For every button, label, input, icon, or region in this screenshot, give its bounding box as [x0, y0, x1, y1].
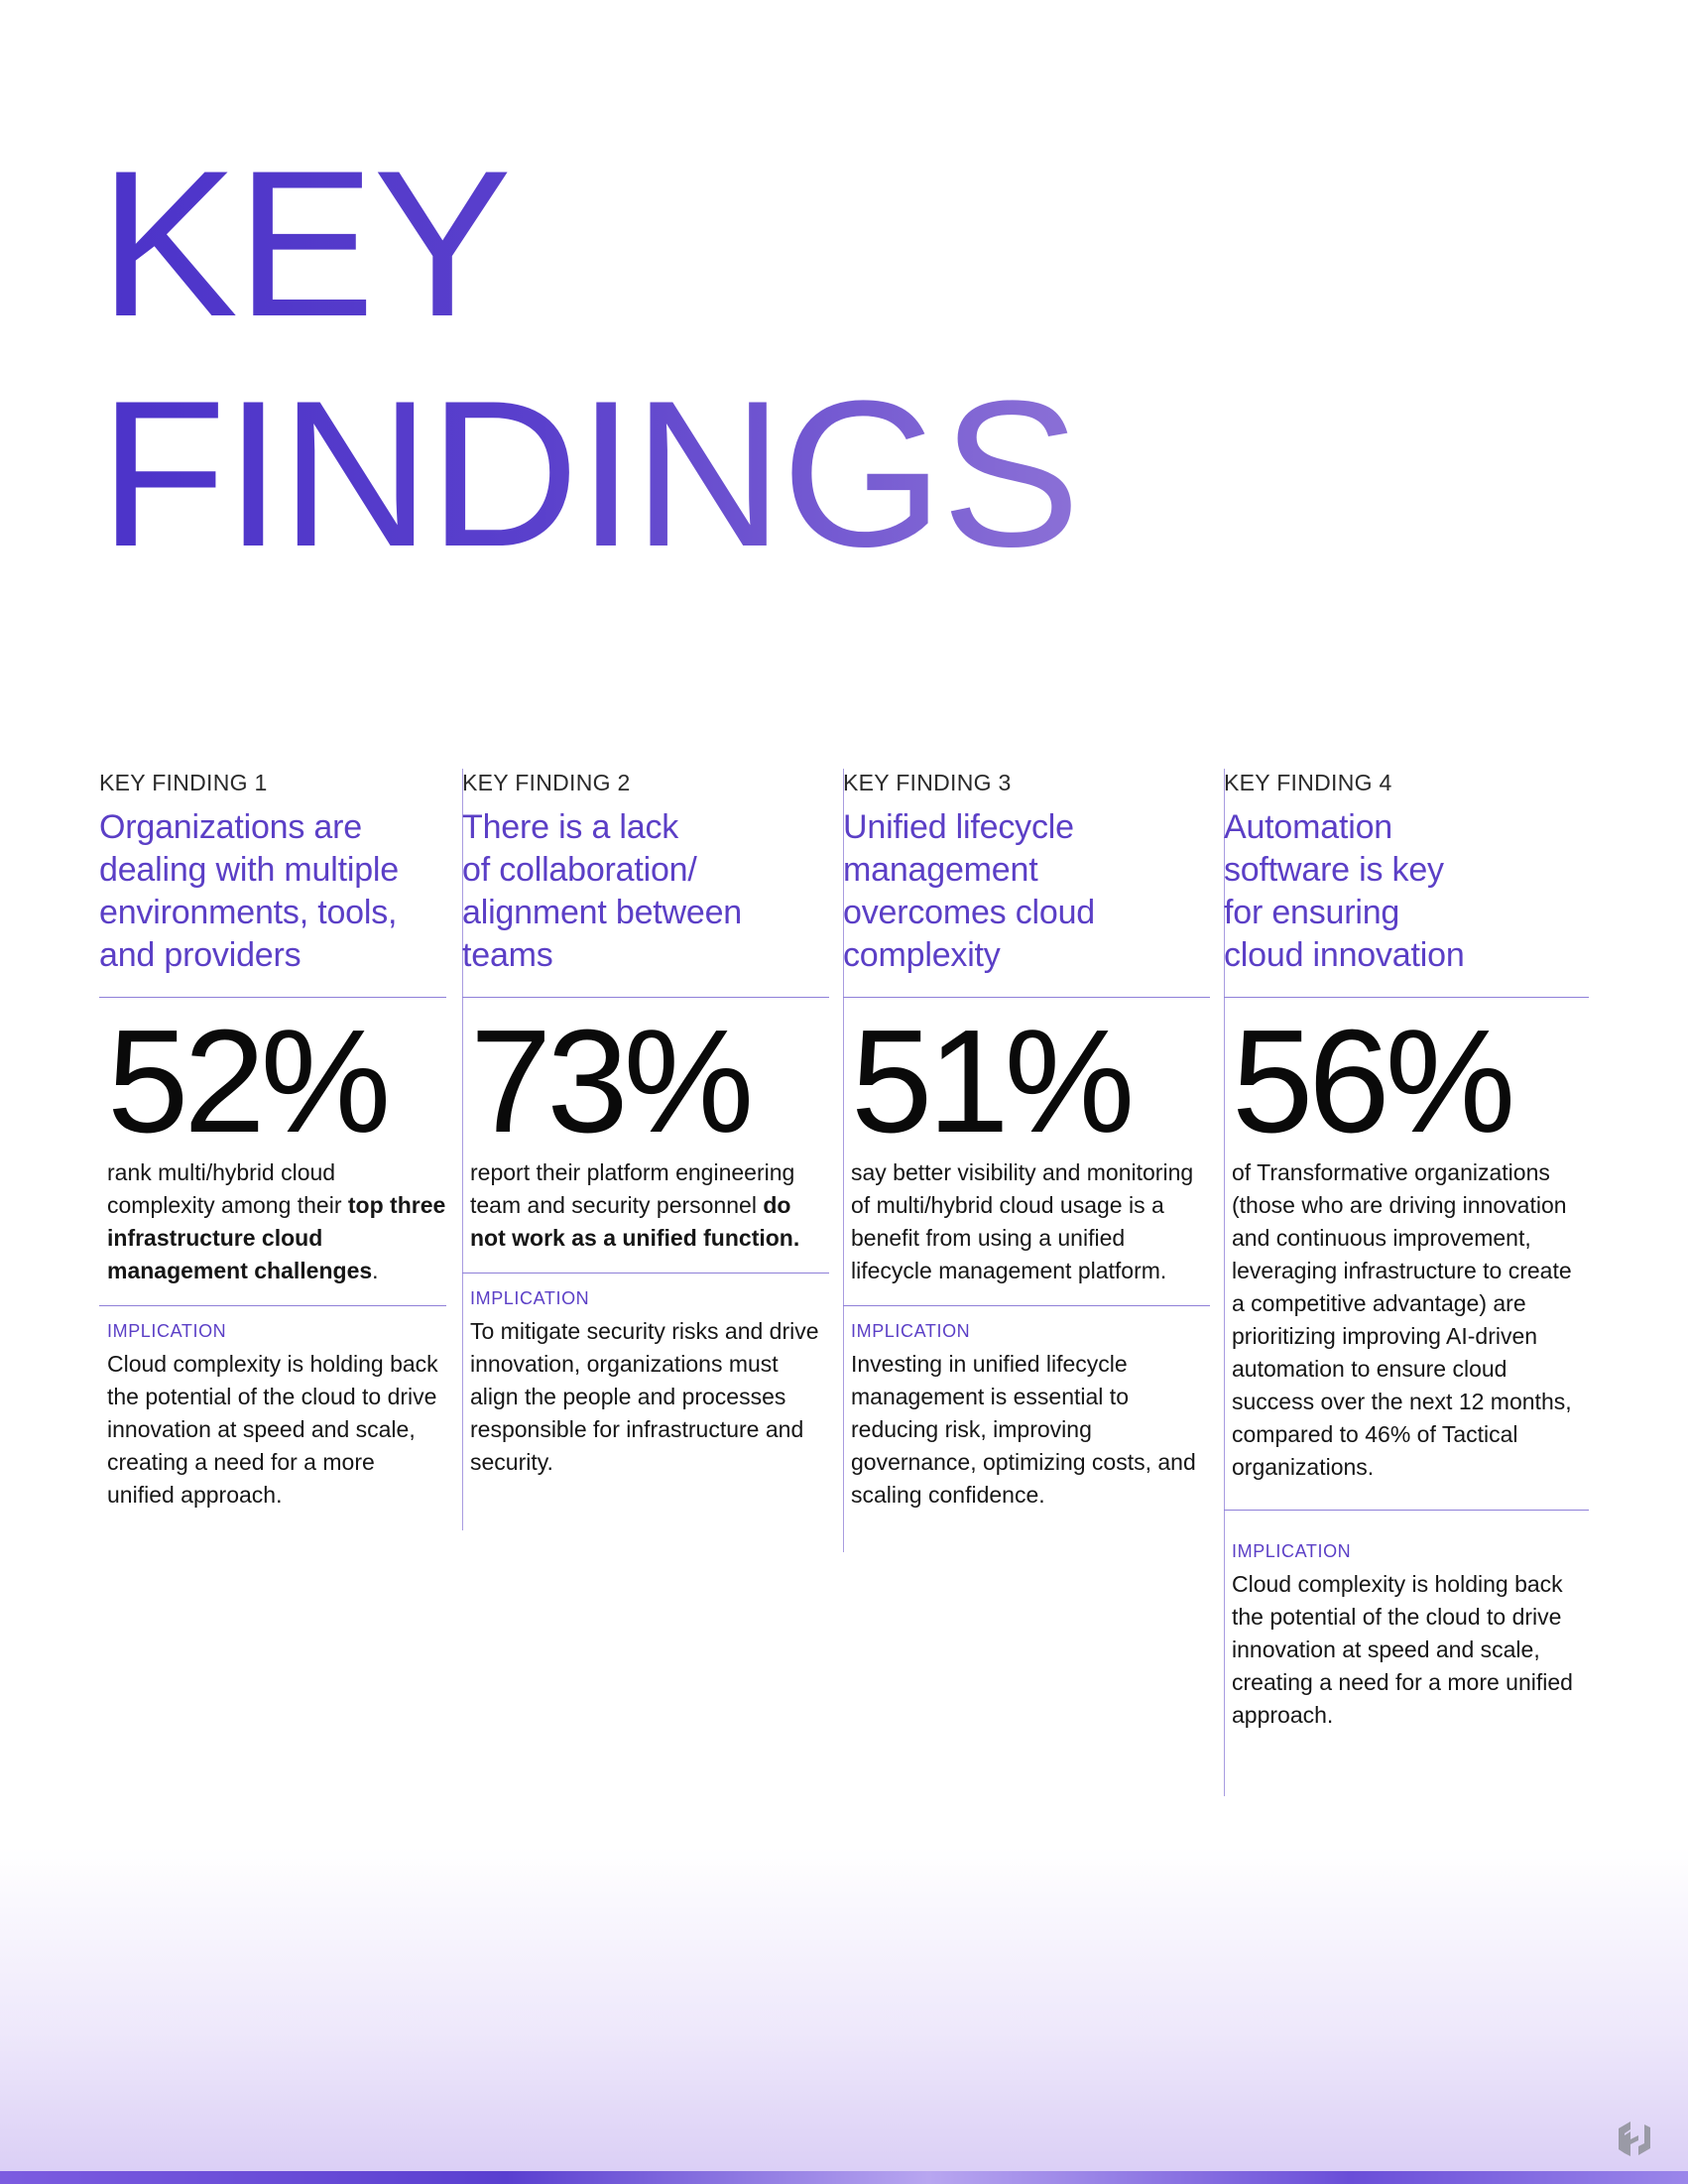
implication-text: Cloud complexity is holding back the potential of the cloud to drive innovation at speed and scale, creating a need for a more unified approach. [1232, 1571, 1573, 1728]
title-line: alignment between [462, 894, 743, 931]
title-line: teams [462, 936, 553, 974]
key-finding-title [1224, 806, 1589, 977]
page-title-line-2: FINDINGS [99, 357, 1079, 590]
key-finding-label: KEY FINDING 3 [843, 770, 1012, 795]
divider [99, 1305, 446, 1306]
divider [843, 997, 1210, 998]
title-line: Organizations are [99, 808, 362, 846]
divider [843, 1305, 1210, 1306]
title-line: Unified lifecycle [843, 808, 1074, 846]
title-line: cloud innovation [1224, 936, 1465, 974]
stat-description [107, 1156, 446, 1287]
stat-description [1232, 1156, 1589, 1484]
title-line: overcomes cloud [843, 894, 1096, 931]
title-line: dealing with multiple [99, 851, 399, 889]
title-line: management [843, 851, 1038, 889]
page-title-line-1: KEY [99, 127, 511, 360]
key-finding-3 [843, 769, 1210, 1512]
key-finding-title [843, 806, 1210, 977]
divider [1224, 997, 1589, 998]
divider [99, 997, 446, 998]
implication-label: IMPLICATION [851, 1321, 971, 1341]
stat-value: 52% [107, 1000, 387, 1163]
stat-description [851, 1156, 1210, 1287]
stat-value: 51% [851, 1000, 1131, 1163]
divider [1224, 1510, 1589, 1511]
title-line: for ensuring [1224, 894, 1400, 931]
title-line: There is a lack [462, 808, 679, 846]
desc-emphasis: do not work as a unified function. [470, 1192, 800, 1251]
key-finding-4 [1224, 769, 1589, 1732]
implication-text: Investing in unified lifecycle management is essential to reducing risk, improving governance, optimizing costs, and scaling confidence. [851, 1351, 1196, 1508]
divider [462, 1273, 829, 1274]
key-finding-title [99, 806, 446, 977]
page-title [99, 129, 1078, 589]
title-line: Automation [1224, 808, 1392, 846]
stat-description [470, 1156, 829, 1255]
desc-text: of Transformative organizations (those who are driving innovation and continuous improvement, leveraging infrastructure to create a competitive advantage) are prioritizing improving AI-driven automation to ensure cloud success over the next 12 months, compared to 46% of Tactical organizations. [1232, 1159, 1572, 1480]
implication-label: IMPLICATION [470, 1288, 590, 1308]
implication-label: IMPLICATION [1232, 1541, 1352, 1561]
stat-value: 73% [470, 1000, 750, 1163]
desc-emphasis: top three infrastructure cloud management challenges [107, 1192, 446, 1283]
title-line: complexity [843, 936, 1001, 974]
hashicorp-logo-icon [1615, 2119, 1654, 2158]
key-finding-label: KEY FINDING 4 [1224, 770, 1392, 795]
title-line: of collaboration/ [462, 851, 697, 889]
key-finding-title [462, 806, 829, 977]
title-line: environments, tools, [99, 894, 398, 931]
divider [462, 997, 829, 998]
desc-text: rank multi/hybrid cloud complexity among their [107, 1159, 348, 1218]
key-finding-1 [99, 769, 446, 1512]
bottom-accent-bar [0, 2171, 1688, 2184]
key-finding-label: KEY FINDING 2 [462, 770, 631, 795]
implication-text: To mitigate security risks and drive innovation, organizations must align the people and processes responsible for infrastructure and security. [470, 1318, 819, 1475]
implication-text: Cloud complexity is holding back the potential of the cloud to drive innovation at speed and scale, creating a need for a more unified approach. [107, 1351, 438, 1508]
title-line: and providers [99, 936, 301, 974]
desc-text: . [372, 1258, 379, 1283]
key-finding-label: KEY FINDING 1 [99, 770, 268, 795]
title-line: software is key [1224, 851, 1444, 889]
key-finding-2 [462, 769, 829, 1479]
desc-text: report their platform engineering team and security personnel [470, 1159, 795, 1218]
background-gradient [0, 1847, 1688, 2184]
stat-value: 56% [1232, 1000, 1511, 1163]
desc-text: say better visibility and monitoring of multi/hybrid cloud usage is a benefit from using a unified lifecycle management platform. [851, 1159, 1194, 1283]
implication-label: IMPLICATION [107, 1321, 227, 1341]
